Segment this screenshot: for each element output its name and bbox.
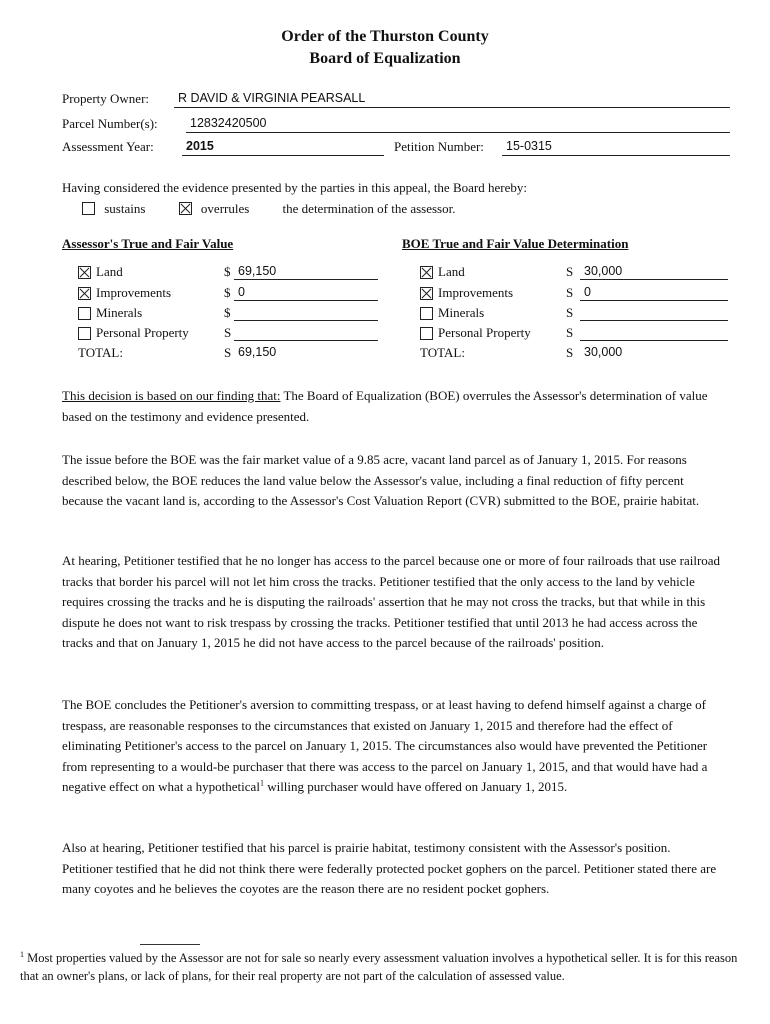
petition-number-label: Petition Number:	[394, 139, 484, 154]
boe-row-total	[420, 345, 728, 363]
hearing-access-paragraph: At hearing, Petitioner testified that he no longer has access to the parcel because one or more of four railroads that use railroad tracks that border his parcel will not let him cross the tracks. Petitioner testified that the only access to the land by vehicle requires crossing the tracks and he is disputing the railroads' assertion that he may not cross the tracks, but that while in this dispute he does not want to risk trespass by crossing the tracks. Petitioner testified that until 2013 he had access across the tracks and that on January 1, 2015 he did not have access to the parcel because of the railroads' position.	[62, 553, 721, 650]
assessment-year-row	[62, 139, 730, 159]
assessor-minerals-currency: $	[224, 305, 231, 320]
assessor-row-improvements	[78, 285, 378, 303]
boe-total-currency: S	[566, 345, 574, 360]
boe-total-value: 30,000	[584, 345, 623, 359]
assessor-value-heading: Assessor's True and Fair Value	[62, 236, 234, 251]
assessor-improvements-currency: $	[224, 285, 231, 300]
boe-land-value: 30,000	[580, 264, 728, 280]
boe-row-personal-property	[420, 325, 728, 343]
assessment-year-label: Assessment Year:	[62, 139, 154, 154]
assessor-minerals-label: Minerals	[96, 305, 143, 320]
order-title-line2: Board of Equalization	[309, 50, 461, 67]
decision-intro: Having considered the evidence presented by the parties in this appeal, the Board hereby:	[62, 180, 527, 195]
assessor-personal-property-currency: S	[224, 325, 232, 340]
boe-land-checkbox[interactable]	[420, 266, 433, 279]
order-title-line1: Order of the Thurston County	[281, 28, 489, 45]
assessment-year-value: 2015	[182, 139, 384, 156]
assessor-land-value: 69,150	[234, 264, 378, 280]
conclusion-paragraph	[62, 695, 722, 798]
overrules-label: overrules	[200, 201, 250, 216]
conclusion-text: The BOE concludes the Petitioner's aversion to committing trespass, or at least having to defend himself against a charge of trespass, are reasonable responses to the circumstances that existed on January 1, 2015 and therefore had the effect of eliminating Petitioner's access to the parcel on January 1, 2015. The circumstances also would have prevented the Petitioner from representing to a would-be purchaser that there was access to the parcel on January 1, 2015, and that would have had a negative effect on what a hypothetical	[62, 697, 708, 794]
footnote-text: Most properties valued by the Assessor are not for sale so nearly every assessment valuation involves a hypothetical seller. It is for this reason that an owner's plans, or lack of plans, for their real property are not part of the calculation of assessed value.	[20, 951, 738, 983]
assessor-total-label: TOTAL:	[78, 345, 123, 360]
assessor-row-land	[78, 264, 378, 282]
finding-text: The Board of Equalization (BOE) overrules the Assessor's determination of value based on the testimony and evidence presented.	[62, 388, 708, 424]
footnote-divider	[140, 944, 200, 945]
boe-improvements-value: 0	[580, 285, 728, 301]
finding-lead: This decision is based on our finding that:	[62, 388, 281, 403]
parcel-number-value: 12832420500	[186, 116, 730, 133]
parcel-number-row	[62, 116, 730, 136]
decision-options	[82, 201, 455, 219]
assessor-improvements-checkbox[interactable]	[78, 287, 91, 300]
assessor-total-currency: S	[224, 345, 232, 360]
property-owner-row	[62, 91, 730, 111]
assessor-row-minerals	[78, 305, 378, 323]
sustains-checkbox[interactable]	[82, 202, 95, 215]
assessor-minerals-checkbox[interactable]	[78, 307, 91, 320]
assessor-total-value: 69,150	[238, 345, 277, 359]
petition-number-value: 15-0315	[502, 139, 730, 156]
boe-land-label: Land	[438, 264, 465, 279]
boe-improvements-label: Improvements	[438, 285, 514, 300]
boe-personal-property-label: Personal Property	[438, 325, 531, 340]
boe-row-minerals	[420, 305, 728, 323]
boe-total-label: TOTAL:	[420, 345, 465, 360]
boe-personal-property-checkbox[interactable]	[420, 327, 433, 340]
property-owner-value: R DAVID & VIRGINIA PEARSALL	[174, 91, 730, 108]
assessor-row-personal-property	[78, 325, 378, 343]
boe-minerals-currency: S	[566, 305, 574, 320]
finding-paragraph	[62, 386, 722, 427]
boe-improvements-checkbox[interactable]	[420, 287, 433, 300]
property-owner-label: Property Owner:	[62, 91, 150, 106]
boe-row-improvements	[420, 285, 728, 303]
decision-suffix: the determination of the assessor.	[282, 201, 456, 216]
boe-minerals-checkbox[interactable]	[420, 307, 433, 320]
boe-personal-property-currency: S	[566, 325, 574, 340]
assessor-land-label: Land	[96, 264, 123, 279]
assessor-row-total	[78, 345, 378, 363]
issue-paragraph: The issue before the BOE was the fair market value of a 9.85 acre, vacant land parcel as of January 1, 2015. For reasons described below, the BOE reduces the land value below the Assessor's value, including a final reduction of fifty percent because the vacant land is, according to the Assessor's Cost Valuation Report (CVR) submitted to the BOE, prairie habitat.	[62, 452, 700, 508]
boe-minerals-label: Minerals	[438, 305, 485, 320]
overrules-checkbox[interactable]	[179, 202, 192, 215]
assessor-improvements-label: Improvements	[96, 285, 172, 300]
footnote-mark: 1	[20, 949, 24, 959]
assessor-personal-property-label: Personal Property	[96, 325, 189, 340]
assessor-land-currency: $	[224, 264, 231, 279]
boe-land-currency: S	[566, 264, 574, 279]
boe-improvements-currency: S	[566, 285, 574, 300]
sustains-label: sustains	[104, 201, 146, 216]
parcel-number-label: Parcel Number(s):	[62, 116, 158, 131]
conclusion-text-end: willing purchaser would have offered on January 1, 2015.	[263, 779, 568, 794]
assessor-personal-property-checkbox[interactable]	[78, 327, 91, 340]
assessor-personal-property-value	[234, 325, 378, 341]
footnote-reference[interactable]: 1	[259, 778, 264, 788]
boe-value-heading: BOE True and Fair Value Determination	[402, 236, 629, 251]
boe-row-land	[420, 264, 728, 282]
footnote	[20, 950, 750, 985]
boe-minerals-value	[580, 305, 728, 321]
boe-personal-property-value	[580, 325, 728, 341]
assessor-improvements-value: 0	[234, 285, 378, 301]
assessor-land-checkbox[interactable]	[78, 266, 91, 279]
habitat-paragraph: Also at hearing, Petitioner testified that his parcel is prairie habitat, testimony consistent with the Assessor's position. Petitioner testified that he did not think there were federally protected pocket gophers on the parcel. Petitioner stated there are many coyotes and he believes the coyotes are the reason there are no resident pocket gophers.	[62, 840, 717, 896]
assessor-minerals-value	[234, 305, 378, 321]
